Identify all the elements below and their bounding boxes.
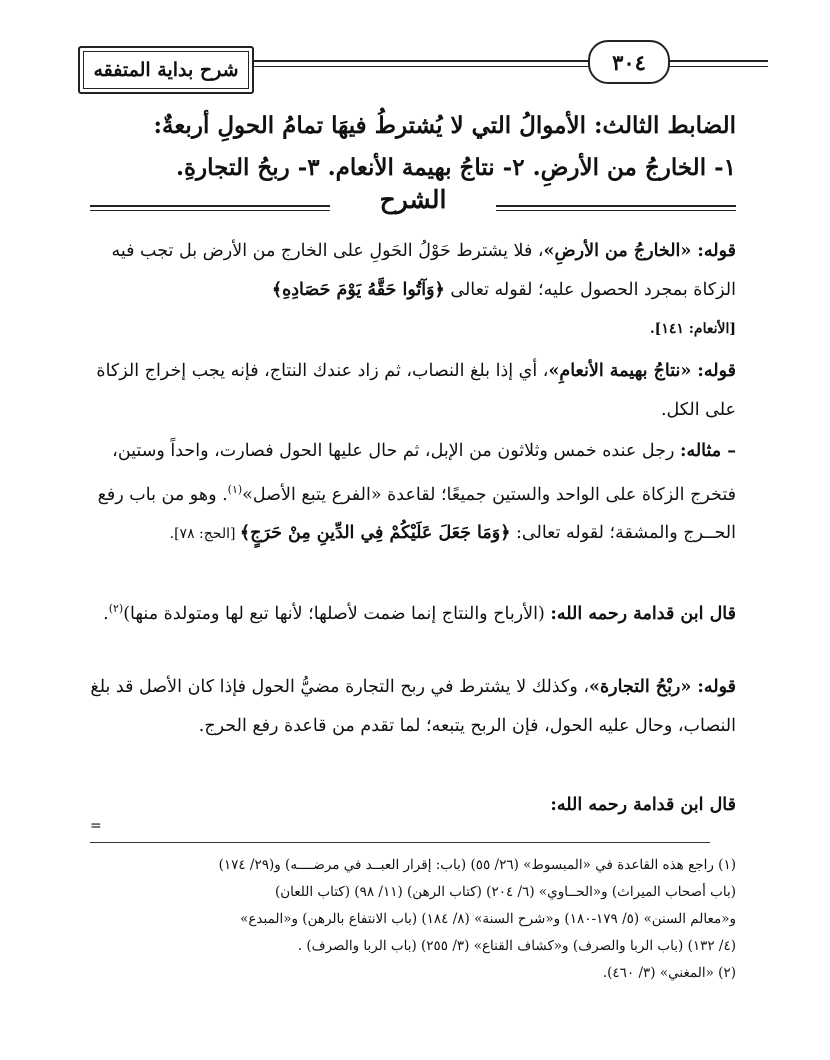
footnote-2: (٢) «المغني» (٣/ ٤٦٠).	[602, 965, 736, 981]
paragraph-3	[90, 432, 736, 553]
footnote-ref-2: (٢)	[108, 602, 124, 615]
footnotes	[90, 852, 736, 987]
para1-label: قوله: «الخارجُ من الأرضِ»	[543, 241, 736, 261]
para1-text: ، فلا يشترط حَوْلُ الحَولِ على الخارج من الأرض بل تجب فيه الزكاة بمجرد الحصول عليه؛ لقوله تعالى	[111, 241, 736, 300]
para3-verse: ﴿وَمَا جَعَلَ عَلَيْكُمْ فِي الدِّينِ مِنْ حَرَجٍ﴾	[239, 522, 511, 543]
para5-text: ، وكذلك لا يشترط في ربح التجارة مضيُّ الحول فإذا كان الأصل قد بلغ النصاب، وحال عليه الحول، فإن الربح يتبعه؛ لما تقدم من قاعدة رفع الحرج.	[90, 677, 736, 736]
footnote-1-line-2: (باب أصحاب الميراث) و«الحــاوي» (٦/ ٢٠٤) (كتاب الرهن) (١١/ ٩٨) (كتاب اللعان)	[274, 884, 736, 900]
paragraph-1	[90, 232, 736, 349]
footnote-1-line-4: (٤/ ١٣٢) (باب الربا والصرف) و«كشاف القناع» (٣/ ٢٥٥) (باب الربا والصرف) .	[297, 938, 736, 954]
para4-label: قال ابن قدامة رحمه الله:	[550, 603, 736, 624]
footnote-1-line-3: و«معالم السنن» (٥/ ١٧٩-١٨٠) و«شرح السنة» (٨/ ١٨٤) (باب الانتفاع بالرهن) و«المبدع»	[240, 911, 736, 927]
rule-line-2: ١- الخارجُ من الأرضِ. ٢- نتاجُ بهيمة الأنعام. ٣- ربحُ التجارةِ.	[175, 154, 736, 181]
para5-label: قوله: «ربْحُ التجارة»	[589, 677, 736, 697]
footnote-ref-1: (١)	[227, 482, 243, 496]
paragraph-2	[90, 352, 736, 429]
footnote-separator	[90, 842, 710, 843]
sharh-heading: الشرح	[379, 185, 447, 214]
paragraph-5	[90, 668, 736, 745]
para1-ref: [الأنعام: ١٤١].	[649, 321, 736, 337]
sharh-heading-bar	[90, 185, 736, 223]
page-number: ٣٠٤	[588, 40, 670, 84]
book-title-box	[78, 46, 254, 94]
book-title: شرح بداية المتفقه	[83, 51, 249, 89]
paragraph-6	[90, 786, 736, 825]
para2-label: قوله: «نتاجُ بهيمة الأنعامِ»	[548, 361, 736, 381]
para1-verse: ﴿وَآتُوا حَقَّهُ يَوْمَ حَصَادِهِ﴾	[271, 279, 445, 300]
para3-text: رجل عنده خمس وثلاثون من الإبل، ثم حال عليها الحول فصارت، واحداً وستين، فتخرج الزكاة على الواحد والستين جميعًا؛ لقاعدة «الفرع يتبع الأصل»	[112, 441, 736, 505]
para6-label: قال ابن قدامة رحمه الله:	[550, 795, 736, 815]
footnote-1-line-1: (١) راجع هذه القاعدة في «المبسوط» (٢٦/ ٥٥) (باب: إقرار العبــد في مرضــــه) و(٢٩/ ١٧٤)	[218, 857, 736, 873]
para2-text: ، أي إذا بلغ النصاب، ثم زاد عندك النتاج، فإنه يجب إخراج الزكاة على الكل.	[96, 361, 736, 420]
para4-end: .	[103, 603, 109, 624]
para4-text: (الأرباح والنتاج إنما ضمت لأصلها؛ لأنها تبع لها ومتولدة منها)	[123, 603, 551, 624]
continuation-mark: =	[90, 818, 102, 834]
para3-ref: [الحج: ٧٨].	[169, 525, 240, 542]
para3-text-2: . وهو من باب رفع الحــرج والمشقة؛ لقوله تعالى:	[97, 484, 736, 543]
rule-line-1: الضابط الثالث: الأموالُ التي لا يُشترطُ فيهَا تمامُ الحولِ أربعةٌ:	[153, 112, 736, 139]
para3-label: – مثاله:	[679, 441, 736, 461]
paragraph-4	[90, 590, 736, 633]
